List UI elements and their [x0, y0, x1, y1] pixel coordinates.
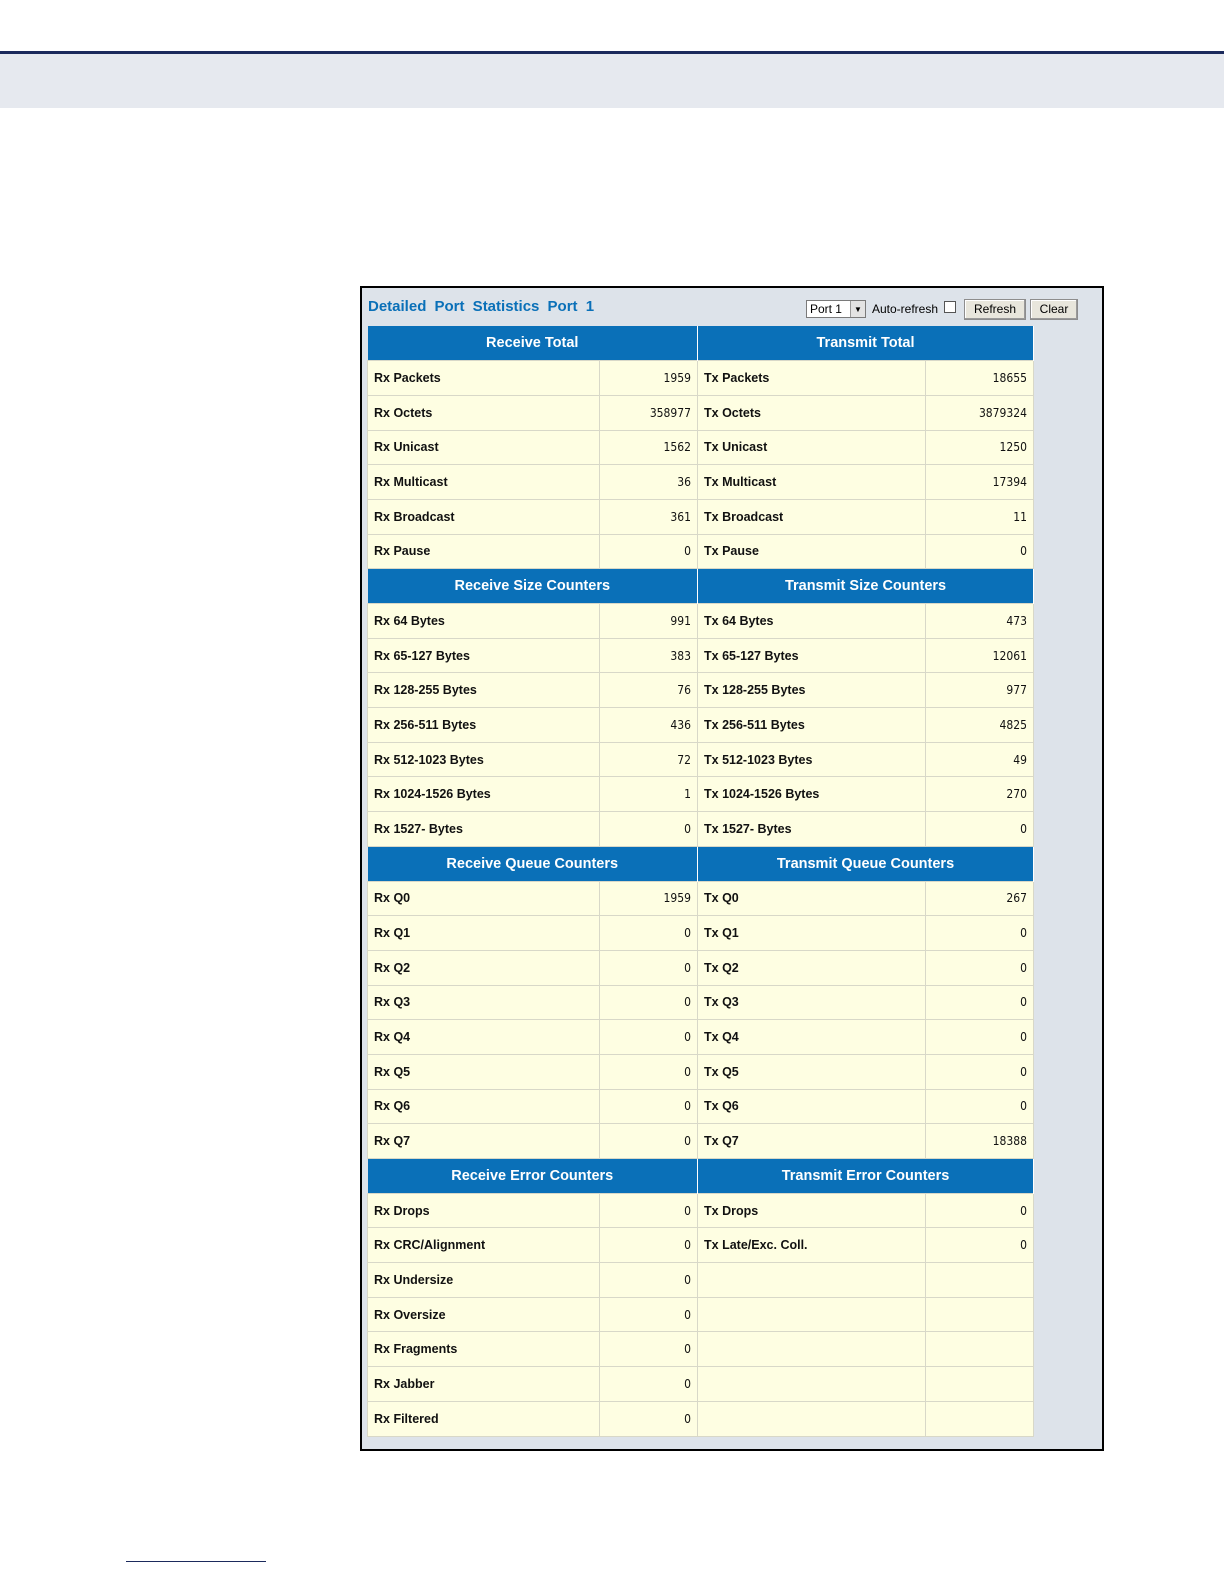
table-row: [368, 361, 1034, 396]
rx-counter-value: 0: [600, 534, 698, 569]
rx-counter-label: Rx Q2: [368, 950, 600, 985]
tx-counter-label: Tx Q5: [698, 1054, 926, 1089]
table-row: [368, 430, 1034, 465]
rx-counter-label: Rx Drops: [368, 1193, 600, 1228]
tx-counter-value: 11: [926, 499, 1034, 534]
tx-counter-value: 0: [926, 950, 1034, 985]
tx-counter-label: Tx Packets: [698, 361, 926, 396]
rx-counter-value: 383: [600, 638, 698, 673]
section-header-row: [368, 569, 1034, 604]
section-header-row: [368, 846, 1034, 881]
table-row: [368, 1089, 1034, 1124]
rx-counter-value: 0: [600, 1228, 698, 1263]
table-row: [368, 638, 1034, 673]
tx-counter-label: Tx Q6: [698, 1089, 926, 1124]
table-row: [368, 1054, 1034, 1089]
tx-counter-value: [926, 1401, 1034, 1436]
rx-counter-value: 72: [600, 742, 698, 777]
tx-counter-label: Tx Q0: [698, 881, 926, 916]
table-row: [368, 950, 1034, 985]
tx-counter-label: Tx Unicast: [698, 430, 926, 465]
section-header-row: [368, 1159, 1034, 1194]
rx-counter-value: 1959: [600, 361, 698, 396]
tx-counter-value: 1250: [926, 430, 1034, 465]
tx-counter-label: Tx 256-511 Bytes: [698, 708, 926, 743]
tx-counter-label: Tx 128-255 Bytes: [698, 673, 926, 708]
tx-counter-label: Tx Multicast: [698, 465, 926, 500]
tx-counter-label: Tx Q7: [698, 1124, 926, 1159]
tx-counter-value: 270: [926, 777, 1034, 812]
rx-section-title: Receive Error Counters: [368, 1159, 698, 1194]
rx-counter-label: Rx Unicast: [368, 430, 600, 465]
rx-counter-label: Rx 1024-1526 Bytes: [368, 777, 600, 812]
tx-counter-value: 49: [926, 742, 1034, 777]
rx-counter-value: 0: [600, 1297, 698, 1332]
rx-counter-label: Rx Multicast: [368, 465, 600, 500]
tx-counter-label: Tx Q2: [698, 950, 926, 985]
table-row: [368, 499, 1034, 534]
tx-counter-value: 267: [926, 881, 1034, 916]
tx-counter-label: [698, 1367, 926, 1402]
tx-counter-value: 0: [926, 812, 1034, 847]
rx-counter-label: Rx Filtered: [368, 1401, 600, 1436]
rx-counter-value: 76: [600, 673, 698, 708]
auto-refresh-checkbox[interactable]: [944, 301, 956, 313]
tx-counter-label: Tx Octets: [698, 395, 926, 430]
rx-counter-label: Rx Q0: [368, 881, 600, 916]
tx-counter-value: 3879324: [926, 395, 1034, 430]
tx-counter-value: 977: [926, 673, 1034, 708]
table-row: [368, 812, 1034, 847]
rx-counter-label: Rx Undersize: [368, 1263, 600, 1298]
auto-refresh-label: Auto-refresh: [871, 302, 938, 316]
rx-counter-value: 361: [600, 499, 698, 534]
tx-counter-value: [926, 1263, 1034, 1298]
rx-counter-label: Rx Jabber: [368, 1367, 600, 1402]
tx-counter-label: [698, 1263, 926, 1298]
tx-counter-label: Tx Broadcast: [698, 499, 926, 534]
table-row: [368, 534, 1034, 569]
tx-counter-value: 0: [926, 916, 1034, 951]
tx-counter-label: [698, 1297, 926, 1332]
tx-counter-value: 0: [926, 1089, 1034, 1124]
rx-counter-value: 0: [600, 1367, 698, 1402]
port-select[interactable]: [806, 300, 866, 318]
toolbar: [806, 298, 1078, 320]
rx-counter-label: Rx Broadcast: [368, 499, 600, 534]
rx-counter-label: Rx 256-511 Bytes: [368, 708, 600, 743]
rx-counter-value: 36: [600, 465, 698, 500]
tx-counter-value: 18655: [926, 361, 1034, 396]
refresh-button[interactable]: Refresh: [964, 299, 1026, 320]
table-row: [368, 916, 1034, 951]
rx-counter-value: 1959: [600, 881, 698, 916]
tx-counter-value: 18388: [926, 1124, 1034, 1159]
tx-counter-value: 0: [926, 985, 1034, 1020]
table-row: [368, 1228, 1034, 1263]
table-row: [368, 985, 1034, 1020]
rx-counter-label: Rx 1527- Bytes: [368, 812, 600, 847]
table-row: [368, 1367, 1034, 1402]
rx-counter-value: 358977: [600, 395, 698, 430]
rx-counter-label: Rx Pause: [368, 534, 600, 569]
rx-counter-value: 1562: [600, 430, 698, 465]
rx-counter-value: 0: [600, 1263, 698, 1298]
chevron-down-icon[interactable]: ▼: [850, 301, 865, 317]
tx-section-title: Transmit Error Counters: [698, 1159, 1034, 1194]
tx-counter-label: Tx Q1: [698, 916, 926, 951]
port-select-value: Port 1: [809, 302, 842, 316]
tx-counter-label: Tx 65-127 Bytes: [698, 638, 926, 673]
rx-counter-label: Rx 65-127 Bytes: [368, 638, 600, 673]
rx-counter-label: Rx Q4: [368, 1020, 600, 1055]
tx-counter-value: 0: [926, 1193, 1034, 1228]
rx-counter-label: Rx CRC/Alignment: [368, 1228, 600, 1263]
table-row: [368, 395, 1034, 430]
port-statistics-panel: [360, 286, 1104, 1451]
statistics-table: [367, 326, 1034, 1437]
rx-counter-label: Rx 128-255 Bytes: [368, 673, 600, 708]
rx-counter-value: 0: [600, 1401, 698, 1436]
rx-counter-value: 0: [600, 812, 698, 847]
tx-counter-label: [698, 1401, 926, 1436]
footer-rule: [126, 1561, 266, 1562]
tx-section-title: Transmit Size Counters: [698, 569, 1034, 604]
rx-counter-value: 0: [600, 916, 698, 951]
tx-counter-label: Tx 64 Bytes: [698, 604, 926, 639]
rx-counter-label: Rx Q3: [368, 985, 600, 1020]
rx-counter-label: Rx 512-1023 Bytes: [368, 742, 600, 777]
tx-counter-value: [926, 1332, 1034, 1367]
rx-counter-label: Rx Q7: [368, 1124, 600, 1159]
rx-counter-value: 1: [600, 777, 698, 812]
tx-counter-value: 12061: [926, 638, 1034, 673]
tx-counter-label: Tx 512-1023 Bytes: [698, 742, 926, 777]
tx-counter-value: 0: [926, 1228, 1034, 1263]
rx-counter-label: Rx Q5: [368, 1054, 600, 1089]
tx-counter-value: [926, 1297, 1034, 1332]
tx-section-title: Transmit Total: [698, 326, 1034, 361]
tx-counter-label: Tx 1527- Bytes: [698, 812, 926, 847]
tx-counter-value: 473: [926, 604, 1034, 639]
rx-section-title: Receive Size Counters: [368, 569, 698, 604]
tx-counter-value: 0: [926, 1020, 1034, 1055]
rx-counter-value: 0: [600, 1089, 698, 1124]
page-title: Detailed Port Statistics Port 1: [368, 298, 595, 315]
tx-counter-label: Tx 1024-1526 Bytes: [698, 777, 926, 812]
table-row: [368, 708, 1034, 743]
rx-counter-value: 991: [600, 604, 698, 639]
table-row: [368, 1020, 1034, 1055]
table-row: [368, 742, 1034, 777]
table-row: [368, 604, 1034, 639]
section-header-row: [368, 326, 1034, 361]
rx-counter-label: Rx Octets: [368, 395, 600, 430]
header-band: [0, 54, 1224, 108]
tx-counter-label: Tx Late/Exc. Coll.: [698, 1228, 926, 1263]
rx-counter-label: Rx Oversize: [368, 1297, 600, 1332]
tx-counter-label: Tx Q4: [698, 1020, 926, 1055]
rx-counter-label: Rx Q1: [368, 916, 600, 951]
table-row: [368, 1263, 1034, 1298]
table-row: [368, 1297, 1034, 1332]
rx-counter-value: 0: [600, 985, 698, 1020]
table-row: [368, 881, 1034, 916]
tx-counter-label: [698, 1332, 926, 1367]
tx-counter-label: Tx Q3: [698, 985, 926, 1020]
table-row: [368, 777, 1034, 812]
tx-counter-value: [926, 1367, 1034, 1402]
tx-counter-label: Tx Drops: [698, 1193, 926, 1228]
table-row: [368, 1332, 1034, 1367]
rx-counter-label: Rx Fragments: [368, 1332, 600, 1367]
tx-counter-label: Tx Pause: [698, 534, 926, 569]
tx-counter-value: 17394: [926, 465, 1034, 500]
rx-counter-value: 0: [600, 1124, 698, 1159]
tx-counter-value: 4825: [926, 708, 1034, 743]
tx-section-title: Transmit Queue Counters: [698, 846, 1034, 881]
rx-counter-value: 0: [600, 1054, 698, 1089]
rx-counter-value: 436: [600, 708, 698, 743]
rx-counter-label: Rx Q6: [368, 1089, 600, 1124]
table-row: [368, 673, 1034, 708]
tx-counter-value: 0: [926, 1054, 1034, 1089]
rx-counter-value: 0: [600, 1020, 698, 1055]
rx-counter-value: 0: [600, 950, 698, 985]
rx-counter-label: Rx 64 Bytes: [368, 604, 600, 639]
rx-section-title: Receive Total: [368, 326, 698, 361]
rx-section-title: Receive Queue Counters: [368, 846, 698, 881]
rx-counter-label: Rx Packets: [368, 361, 600, 396]
table-row: [368, 1193, 1034, 1228]
table-row: [368, 1124, 1034, 1159]
table-row: [368, 465, 1034, 500]
table-row: [368, 1401, 1034, 1436]
clear-button[interactable]: Clear: [1030, 299, 1078, 320]
tx-counter-value: 0: [926, 534, 1034, 569]
rx-counter-value: 0: [600, 1193, 698, 1228]
rx-counter-value: 0: [600, 1332, 698, 1367]
